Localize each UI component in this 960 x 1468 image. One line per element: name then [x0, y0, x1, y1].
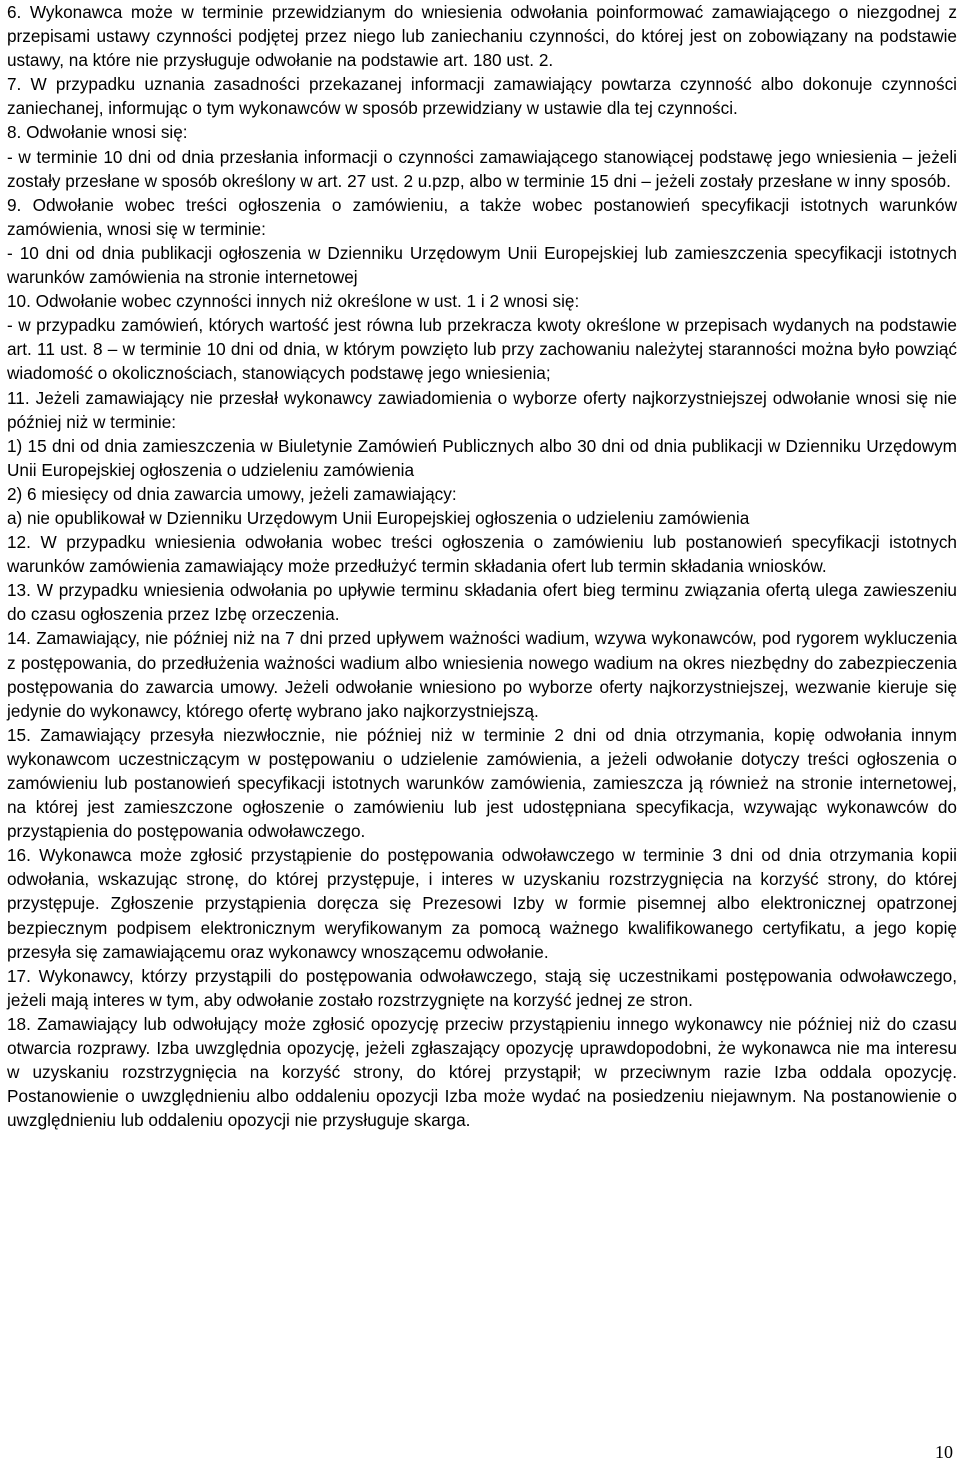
paragraph-10-item: - w przypadku zamówień, których wartość jest równa lub przekracza kwoty określone w przepisach wydanych na podstawie art. 11 ust. 8 – w terminie 10 dni od dnia, w którym powzięto lub przy zachowaniu należytej staranności można było powziąć wiadomość o okolicznościach, stanowiących podstawę jego wniesienia;: [7, 315, 957, 384]
paragraph-8: 8. Odwołanie wnosi się:: [7, 122, 188, 143]
paragraph-11-item-1: 1) 15 dni od dnia zamieszczenia w Biuletynie Zamówień Publicznych albo 30 dni od dnia publikacji w Dzienniku Urzędowym Unii Europejskiej ogłoszenia o udzieleniu zamówienia: [7, 435, 957, 480]
paragraph-13: 13. W przypadku wniesienia odwołania po upływie terminu składania ofert bieg terminu związania ofertą ulega zawieszeniu do czasu ogłoszenia przez Izbę orzeczenia.: [7, 580, 957, 625]
paragraph-9: 9. Odwołanie wobec treści ogłoszenia o zamówieniu, a także wobec postanowień specyfikacji istotnych warunków zamówienia, wnosi się w terminie:: [7, 194, 957, 239]
paragraph-8-item: - w terminie 10 dni od dnia przesłania informacji o czynności zamawiającego stanowiącej podstawę jego wniesienia – jeżeli zostały przesłane w sposób określony w art. 27 ust. 2 u.pzp, albo w terminie 15 dni – jeżeli zostały przesłane w inny sposób.: [7, 146, 957, 191]
page-number: 10: [935, 1442, 953, 1462]
paragraph-11: 11. Jeżeli zamawiający nie przesłał wykonawcy zawiadomienia o wyborze oferty najkorzystniejszej odwołanie wnosi się nie później niż w terminie:: [7, 387, 957, 432]
paragraph-12: 12. W przypadku wniesienia odwołania wobec treści ogłoszenia o zamówieniu lub postanowień specyfikacji istotnych warunków zamówienia zamawiający może przedłużyć termin składania ofert lub termin składania wniosków.: [7, 532, 957, 577]
paragraph-15: 15. Zamawiający przesyła niezwłocznie, nie później niż w terminie 2 dni od dnia otrzymania, kopię odwołania innym wykonawcom uczestniczącym w postępowaniu o udzielenie zamówienia, a jeżeli odwołanie dotyczy treści ogłoszenia o zamówieniu lub postanowień specyfikacji istotnych warunków zamówienia, zamieszcza ją również na stronie internetowej, na której jest zamieszczone ogłoszenie o zamówieniu lub jest udostępniana specyfikacja, wzywając wykonawców do przystąpienia do postępowania odwoławczego.: [7, 724, 957, 842]
paragraph-14: 14. Zamawiający, nie później niż na 7 dni przed upływem ważności wadium, wzywa wykonawców, pod rygorem wykluczenia z postępowania, do przedłużenia ważności wadium albo wniesienia nowego wadium na okres niezbędny do zabezpieczenia postępowania do zawarcia umowy. Jeżeli odwołanie wniesiono po wyborze oferty najkorzystniejszej, wezwanie kieruje się jedynie do wykonawcy, którego ofertę wybrano jako najkorzystniejszą.: [7, 628, 957, 721]
paragraph-6: 6. Wykonawca może w terminie przewidzianym do wniesienia odwołania poinformować zamawiającego o niezgodnej z przepisami ustawy czynności podjętej przez niego lub zaniechaniu czynności, do której jest on zobowiązany na podstawie ustawy, na które nie przysługuje odwołanie na podstawie art. 180 ust. 2.: [7, 2, 957, 71]
paragraph-10: 10. Odwołanie wobec czynności innych niż określone w ust. 1 i 2 wnosi się:: [7, 291, 580, 312]
paragraph-16: 16. Wykonawca może zgłosić przystąpienie do postępowania odwoławczego w terminie 3 dni od dnia otrzymania kopii odwołania, wskazując stronę, do której przystępuje, i interes w uzyskaniu rozstrzygnięcia na korzyść strony, do której przystępuje. Zgłoszenie przystąpienia doręcza się Prezesowi Izby w formie pisemnej albo elektronicznej opatrzonej bezpiecznym podpisem elektronicznym weryfikowanym za pomocą ważnego kwalifikowanego certyfikatu, a jego kopię przesyła się zamawiającemu oraz wykonawcy wnoszącemu odwołanie.: [7, 845, 957, 962]
paragraph-17: 17. Wykonawcy, którzy przystąpili do postępowania odwoławczego, stają się uczestnikami postępowania odwoławczego, jeżeli mają interes w tym, aby odwołanie zostało rozstrzygnięte na korzyść jednej ze stron.: [7, 965, 957, 1010]
paragraph-18: 18. Zamawiający lub odwołujący może zgłosić opozycję przeciw przystąpieniu innego wykonawcy nie później niż do czasu otwarcia rozprawy. Izba uwzględnia opozycję, jeżeli zgłaszający opozycję uprawdopodobni, że wykonawca nie ma interesu w uzyskaniu rozstrzygnięcia na korzyść strony, do której przystąpił; w przeciwnym razie Izba oddala opozycję. Postanowienie o uwzględnieniu albo oddaleniu opozycji Izba może wydać na posiedzeniu niejawnym. Na postanowienie o uwzględnieniu lub oddaleniu opozycji nie przysługuje skarga.: [7, 1013, 957, 1131]
paragraph-11-item-2a: a) nie opublikował w Dzienniku Urzędowym Unii Europejskiej ogłoszenia o udzieleniu zamówienia: [7, 507, 750, 528]
document-body: [7, 0, 957, 1132]
paragraph-7: 7. W przypadku uznania zasadności przekazanej informacji zamawiający powtarza czynność albo dokonuje czynności zaniechanej, informując o tym wykonawców w sposób przewidziany w ustawie dla tej czynności.: [7, 74, 957, 119]
paragraph-11-item-2: 2) 6 miesięcy od dnia zawarcia umowy, jeżeli zamawiający:: [7, 483, 457, 504]
paragraph-9-item: - 10 dni od dnia publikacji ogłoszenia w Dzienniku Urzędowym Unii Europejskiej lub zamieszczenia specyfikacji istotnych warunków zamówienia na stronie internetowej: [7, 242, 957, 288]
